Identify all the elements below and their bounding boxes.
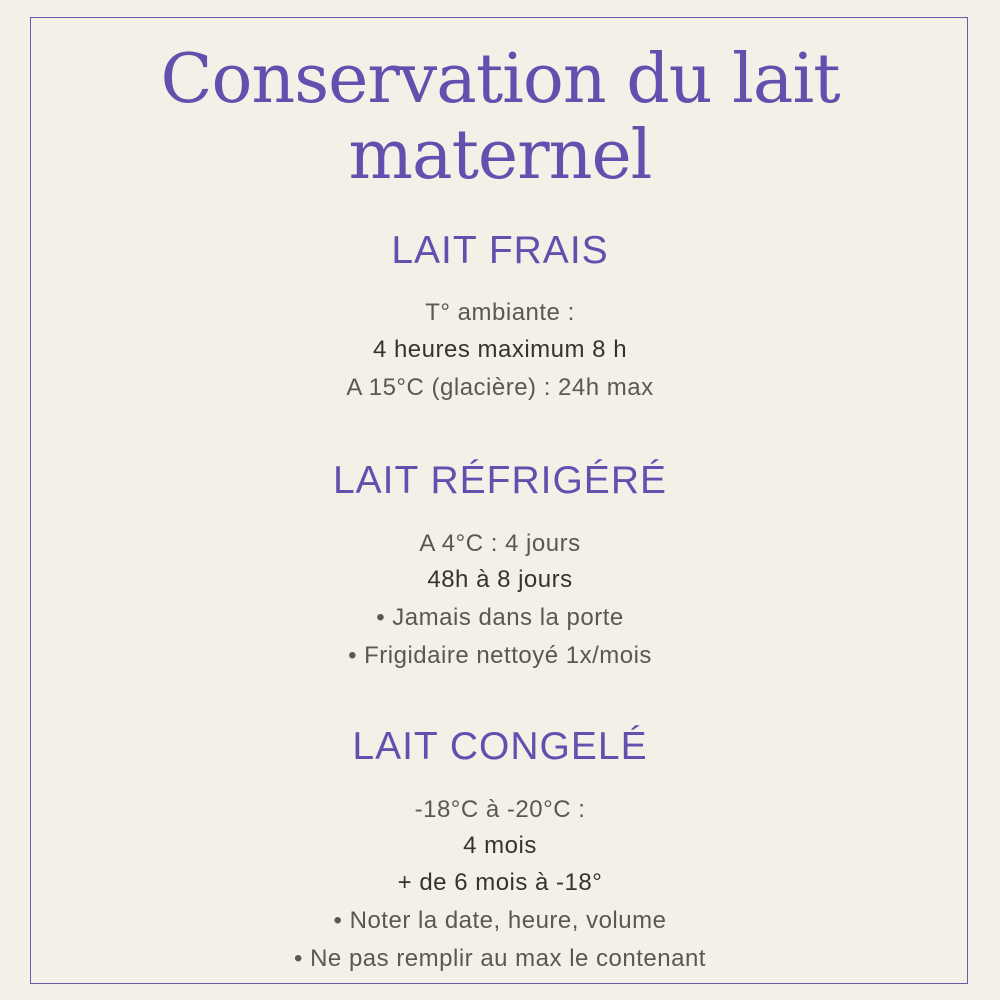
frozen-line-5: • Ne pas remplir au max le contenant <box>294 945 706 972</box>
frozen-line-3: + de 6 mois à -18° <box>397 869 603 896</box>
fresh-line-3: A 15°C (glacière) : 24h max <box>346 374 654 401</box>
fresh-line-1: T° ambiante : <box>425 299 575 326</box>
frozen-line-2: 4 mois <box>463 832 537 859</box>
frozen-line-4: • Noter la date, heure, volume <box>333 907 667 934</box>
section-heading-fresh: LAIT FRAIS <box>391 229 609 272</box>
refrigerated-line-4: • Frigidaire nettoyé 1x/mois <box>348 642 652 669</box>
fresh-line-2: 4 heures maximum 8 h <box>372 336 628 363</box>
section-heading-frozen: LAIT CONGELÉ <box>352 725 648 768</box>
page-title: Conservation du lait maternel <box>160 40 840 195</box>
refrigerated-line-2: 48h à 8 jours <box>427 566 573 593</box>
refrigerated-line-3: • Jamais dans la porte <box>376 604 624 631</box>
frozen-line-1: -18°C à -20°C : <box>414 796 586 823</box>
section-heading-refrigerated: LAIT RÉFRIGÉRÉ <box>332 459 668 502</box>
refrigerated-line-1: A 4°C : 4 jours <box>419 530 581 557</box>
